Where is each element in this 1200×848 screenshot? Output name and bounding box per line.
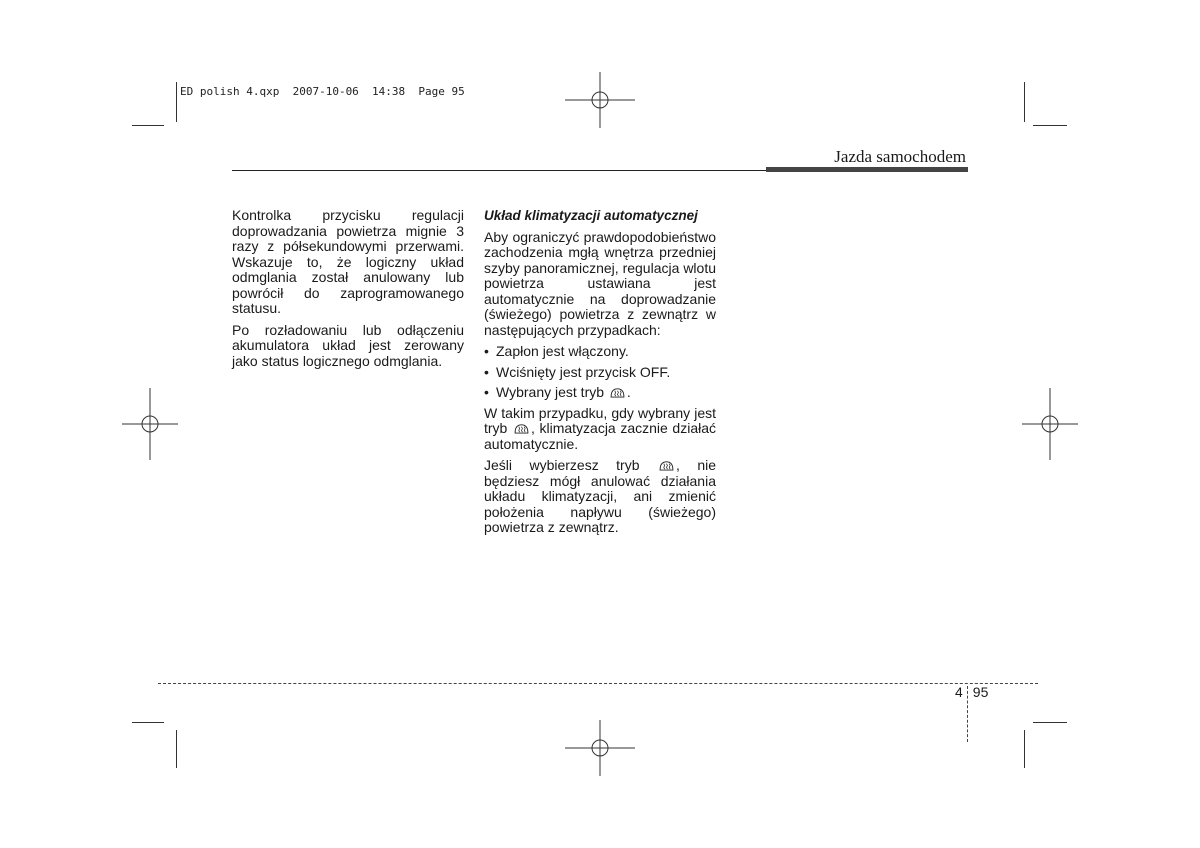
header-rule-accent [766, 167, 968, 172]
crop-mark [1033, 125, 1067, 126]
page-number-separator [967, 686, 969, 742]
defrost-icon [659, 460, 674, 471]
page-number-value: 95 [972, 684, 989, 700]
paragraph: Kontrolka przycisku regulacji doprowadzania powietrza mignie 3 razy z półsekundowymi przerwami. Wskazuje to, że logiczny układ odmglania został anulowany lub powrócił do zaprogramowanego statusu. [232, 207, 464, 316]
crop-mark [1024, 82, 1025, 122]
crop-mark [132, 722, 164, 723]
registration-mark-icon [1022, 388, 1078, 460]
paragraph: W takim przypadku, gdy wybrany jest tryb , klimatyzacja zacznie działać automatycznie. [484, 404, 716, 452]
crop-mark [1024, 730, 1025, 768]
header-rule [232, 170, 768, 171]
crop-mark [176, 730, 177, 768]
defrost-icon [514, 423, 529, 434]
paragraph: Jeśli wybierzesz tryb , nie będziesz mógł anulować działania układu klimatyzacji, ani zmienić położenia napływu (świeżego) powietrza z zewnątrz. [484, 457, 716, 535]
footer-rule [158, 683, 1038, 684]
page-number [955, 684, 988, 700]
text-column-right [484, 208, 716, 542]
list-item-text: Zapłon jest włączony. [496, 343, 629, 359]
subheading: Układ klimatyzacji automatycznej [484, 208, 698, 223]
bullet-icon: • [484, 343, 489, 359]
registration-mark-icon [122, 388, 178, 460]
bullet-icon: • [484, 384, 489, 400]
list-item-text: Wciśnięty jest przycisk OFF. [496, 363, 671, 380]
section-title: Jazda samochodem [834, 147, 966, 166]
crop-mark [1033, 722, 1067, 723]
list-item [484, 385, 716, 401]
list-item-text: Wybrany jest tryb . [496, 384, 631, 400]
text-column-left [232, 208, 464, 375]
crop-mark [176, 82, 177, 122]
list-item [484, 344, 716, 360]
defrost-icon [610, 387, 625, 398]
list-item [484, 365, 716, 381]
paragraph: Po rozładowaniu lub odłączeniu akumulatora układ jest zerowany jako status logicznego odmglania. [232, 321, 464, 369]
print-slug: ED polish 4.qxp 2007-10-06 14:38 Page 95 [180, 85, 465, 98]
registration-mark-icon [565, 72, 635, 128]
paragraph: Aby ograniczyć prawdopodobieństwo zachodzenia mgłą wnętrza przedniej szyby panoramicznej, regulacja wlotu powietrza ustawiana jest automatycznie na doprowadzanie (świeżego) powietrza z zewnątrz w następujących przypadkach: [484, 228, 716, 338]
crop-mark [132, 125, 164, 126]
registration-mark-icon [565, 720, 635, 776]
chapter-number: 4 [955, 684, 963, 700]
bullet-icon: • [484, 363, 489, 380]
